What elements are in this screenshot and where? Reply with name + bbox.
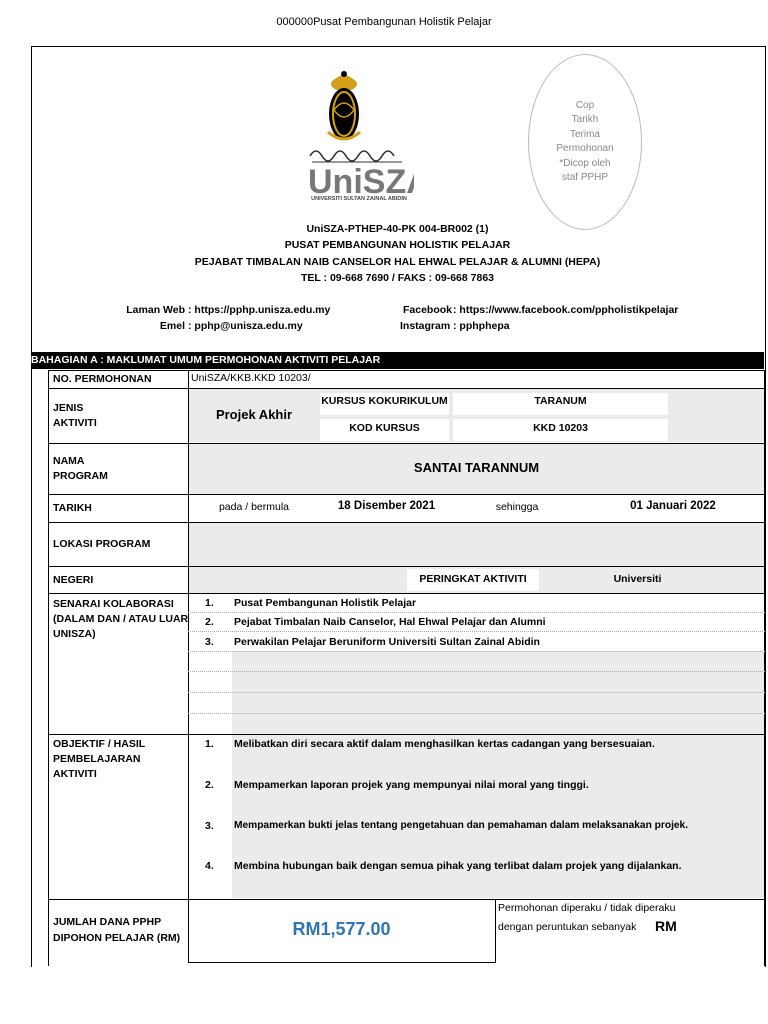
kolab-line — [188, 713, 765, 714]
row-objektif — [48, 734, 765, 900]
objektif-item: Membina hubungan baik dengan semua pihak yang terlibat dalam projek yang dijalankan. — [234, 860, 682, 872]
peruntukan-rm[interactable]: RM — [655, 918, 677, 934]
objektif-no: 3. — [205, 820, 214, 832]
diperaku-text: Permohonan diperaku / tidak diperaku — [498, 902, 676, 914]
objektif-item: Melibatkan diri secara aktif dalam menghasilkan kertas cadangan yang bersesuaian. — [234, 738, 655, 750]
row-lokasi — [48, 522, 765, 567]
kolaborasi-label-3: UNISZA) — [53, 628, 96, 640]
nama-label-1: NAMA — [53, 455, 85, 467]
kolab-line — [188, 612, 765, 613]
objektif-label-3: AKTIVITI — [53, 768, 97, 780]
col-divider — [188, 370, 189, 963]
logo-caption: UNIVERSITI SULTAN ZAINAL ABIDIN — [311, 196, 407, 202]
negeri-label: NEGERI — [53, 574, 94, 586]
facebook-link[interactable]: : https://www.facebook.com/ppholistikpelajar — [453, 304, 679, 316]
dana-label-2: DIPOHON PELAJAR (RM) — [53, 932, 181, 944]
kolab-line — [188, 671, 765, 672]
peruntukan-text: dengan peruntukan sebanyak — [498, 921, 637, 933]
kod-value[interactable]: KKD 10203 — [533, 422, 588, 434]
header-line-1: PUSAT PEMBANGUNAN HOLISTIK PELAJAR — [284, 239, 511, 251]
nama-label-2: PROGRAM — [53, 470, 108, 482]
email-link[interactable]: : pphp@unisza.edu.my — [188, 320, 303, 332]
unisza-logo — [304, 62, 414, 208]
dana-right — [495, 899, 496, 963]
facebook-label: Facebook — [403, 304, 453, 316]
row-no-permohonan — [48, 370, 765, 389]
instagram-label: Instagram — [400, 320, 451, 332]
pada-bermula-label: pada / bermula — [218, 501, 290, 513]
nama-program-value[interactable]: SANTAI TARANNUM — [413, 460, 540, 475]
kolaborasi-label-2: (DALAM DAN / ATAU LUAR — [53, 613, 189, 625]
dana-label-1: JUMLAH DANA PPHP — [53, 916, 162, 928]
email-label: Emel — [159, 320, 185, 332]
document-code: UniSZA-PTHEP-40-PK 004-BR002 (1) — [306, 223, 489, 235]
kursus-label: KURSUS KOKURIKULUM — [321, 395, 448, 407]
kolab-line — [188, 651, 765, 652]
no-permohonan-label: NO. PERMOHONAN — [53, 373, 152, 385]
no-permohonan-value[interactable]: UniSZA/KKB.KKD 10203/ — [191, 372, 311, 384]
header-line-2: PEJABAT TIMBALAN NAIB CANSELOR HAL EHWAL PELAJAR & ALUMNI (HEPA) — [194, 256, 601, 268]
objektif-no: 1. — [205, 738, 214, 750]
lokasi-label: LOKASI PROGRAM — [53, 538, 151, 550]
kolaborasi-label-1: SENARAI KOLABORASI — [53, 598, 174, 610]
tarikh-akhir-value[interactable]: 01 Januari 2022 — [630, 500, 716, 512]
section-a-title: BAHAGIAN A : MAKLUMAT UMUM PERMOHONAN AKTIVITI PELAJAR — [31, 352, 764, 369]
objektif-label-2: PEMBELAJARAN — [53, 753, 141, 765]
objektif-item: Mempamerkan laporan projek yang mempunyai nilai moral yang tinggi. — [234, 779, 589, 791]
page-header: 000000Pusat Pembangunan Holistik Pelajar — [276, 16, 492, 28]
jenis-value[interactable]: Projek Akhir — [215, 407, 293, 422]
kolab-item: Pejabat Timbalan Naib Canselor, Hal Ehwal Pelajar dan Alumni — [234, 616, 546, 628]
frame-right — [764, 899, 765, 966]
dana-bottom — [188, 962, 495, 963]
kolab-no: 1. — [205, 597, 214, 609]
kolab-line — [188, 692, 765, 693]
kolab-no: 3. — [205, 636, 214, 648]
peringkat-label: PERINGKAT AKTIVITI — [419, 573, 527, 585]
kolab-item: Pusat Pembangunan Holistik Pelajar — [234, 597, 417, 609]
svg-text:UniSZA: UniSZ — [308, 163, 407, 201]
web-link[interactable]: : https://pphp.unisza.edu.my — [188, 304, 331, 316]
dana-amount[interactable]: RM1,577.00 — [292, 919, 391, 939]
instagram-link[interactable]: : pphphepa — [453, 320, 510, 332]
objektif-no: 2. — [205, 779, 214, 791]
web-label: Laman Web — [126, 304, 185, 316]
kursus-value[interactable]: TARANUM — [534, 395, 587, 407]
tarikh-label: TARIKH — [53, 502, 92, 514]
jenis-label-2: AKTIVITI — [53, 417, 97, 429]
sehingga-label: sehingga — [495, 501, 539, 513]
peringkat-value[interactable]: Universiti — [613, 573, 662, 585]
row-dana-left — [48, 899, 49, 966]
receipt-stamp-area: Cop Tarikh Terima Permohonan *Dicop oleh staf PPHP — [528, 54, 642, 230]
kolab-line — [188, 631, 765, 632]
jenis-label-1: JENIS — [53, 402, 84, 414]
kolab-item: Perwakilan Pelajar Beruniform Universiti Sultan Zainal Abidin — [234, 636, 540, 648]
tarikh-mula-value[interactable]: 18 Disember 2021 — [337, 500, 436, 512]
header-line-3: TEL : 09-668 7690 / FAKS : 09-668 7863 — [301, 272, 494, 284]
kod-label: KOD KURSUS — [349, 422, 420, 434]
kolab-no: 2. — [205, 616, 214, 628]
objektif-item: Mempamerkan bukti jelas tentang pengetahuan dan pemahaman dalam melaksanakan projek. — [234, 820, 689, 831]
objektif-no: 4. — [205, 860, 214, 872]
objektif-label-1: OBJEKTIF / HASIL — [53, 738, 146, 750]
